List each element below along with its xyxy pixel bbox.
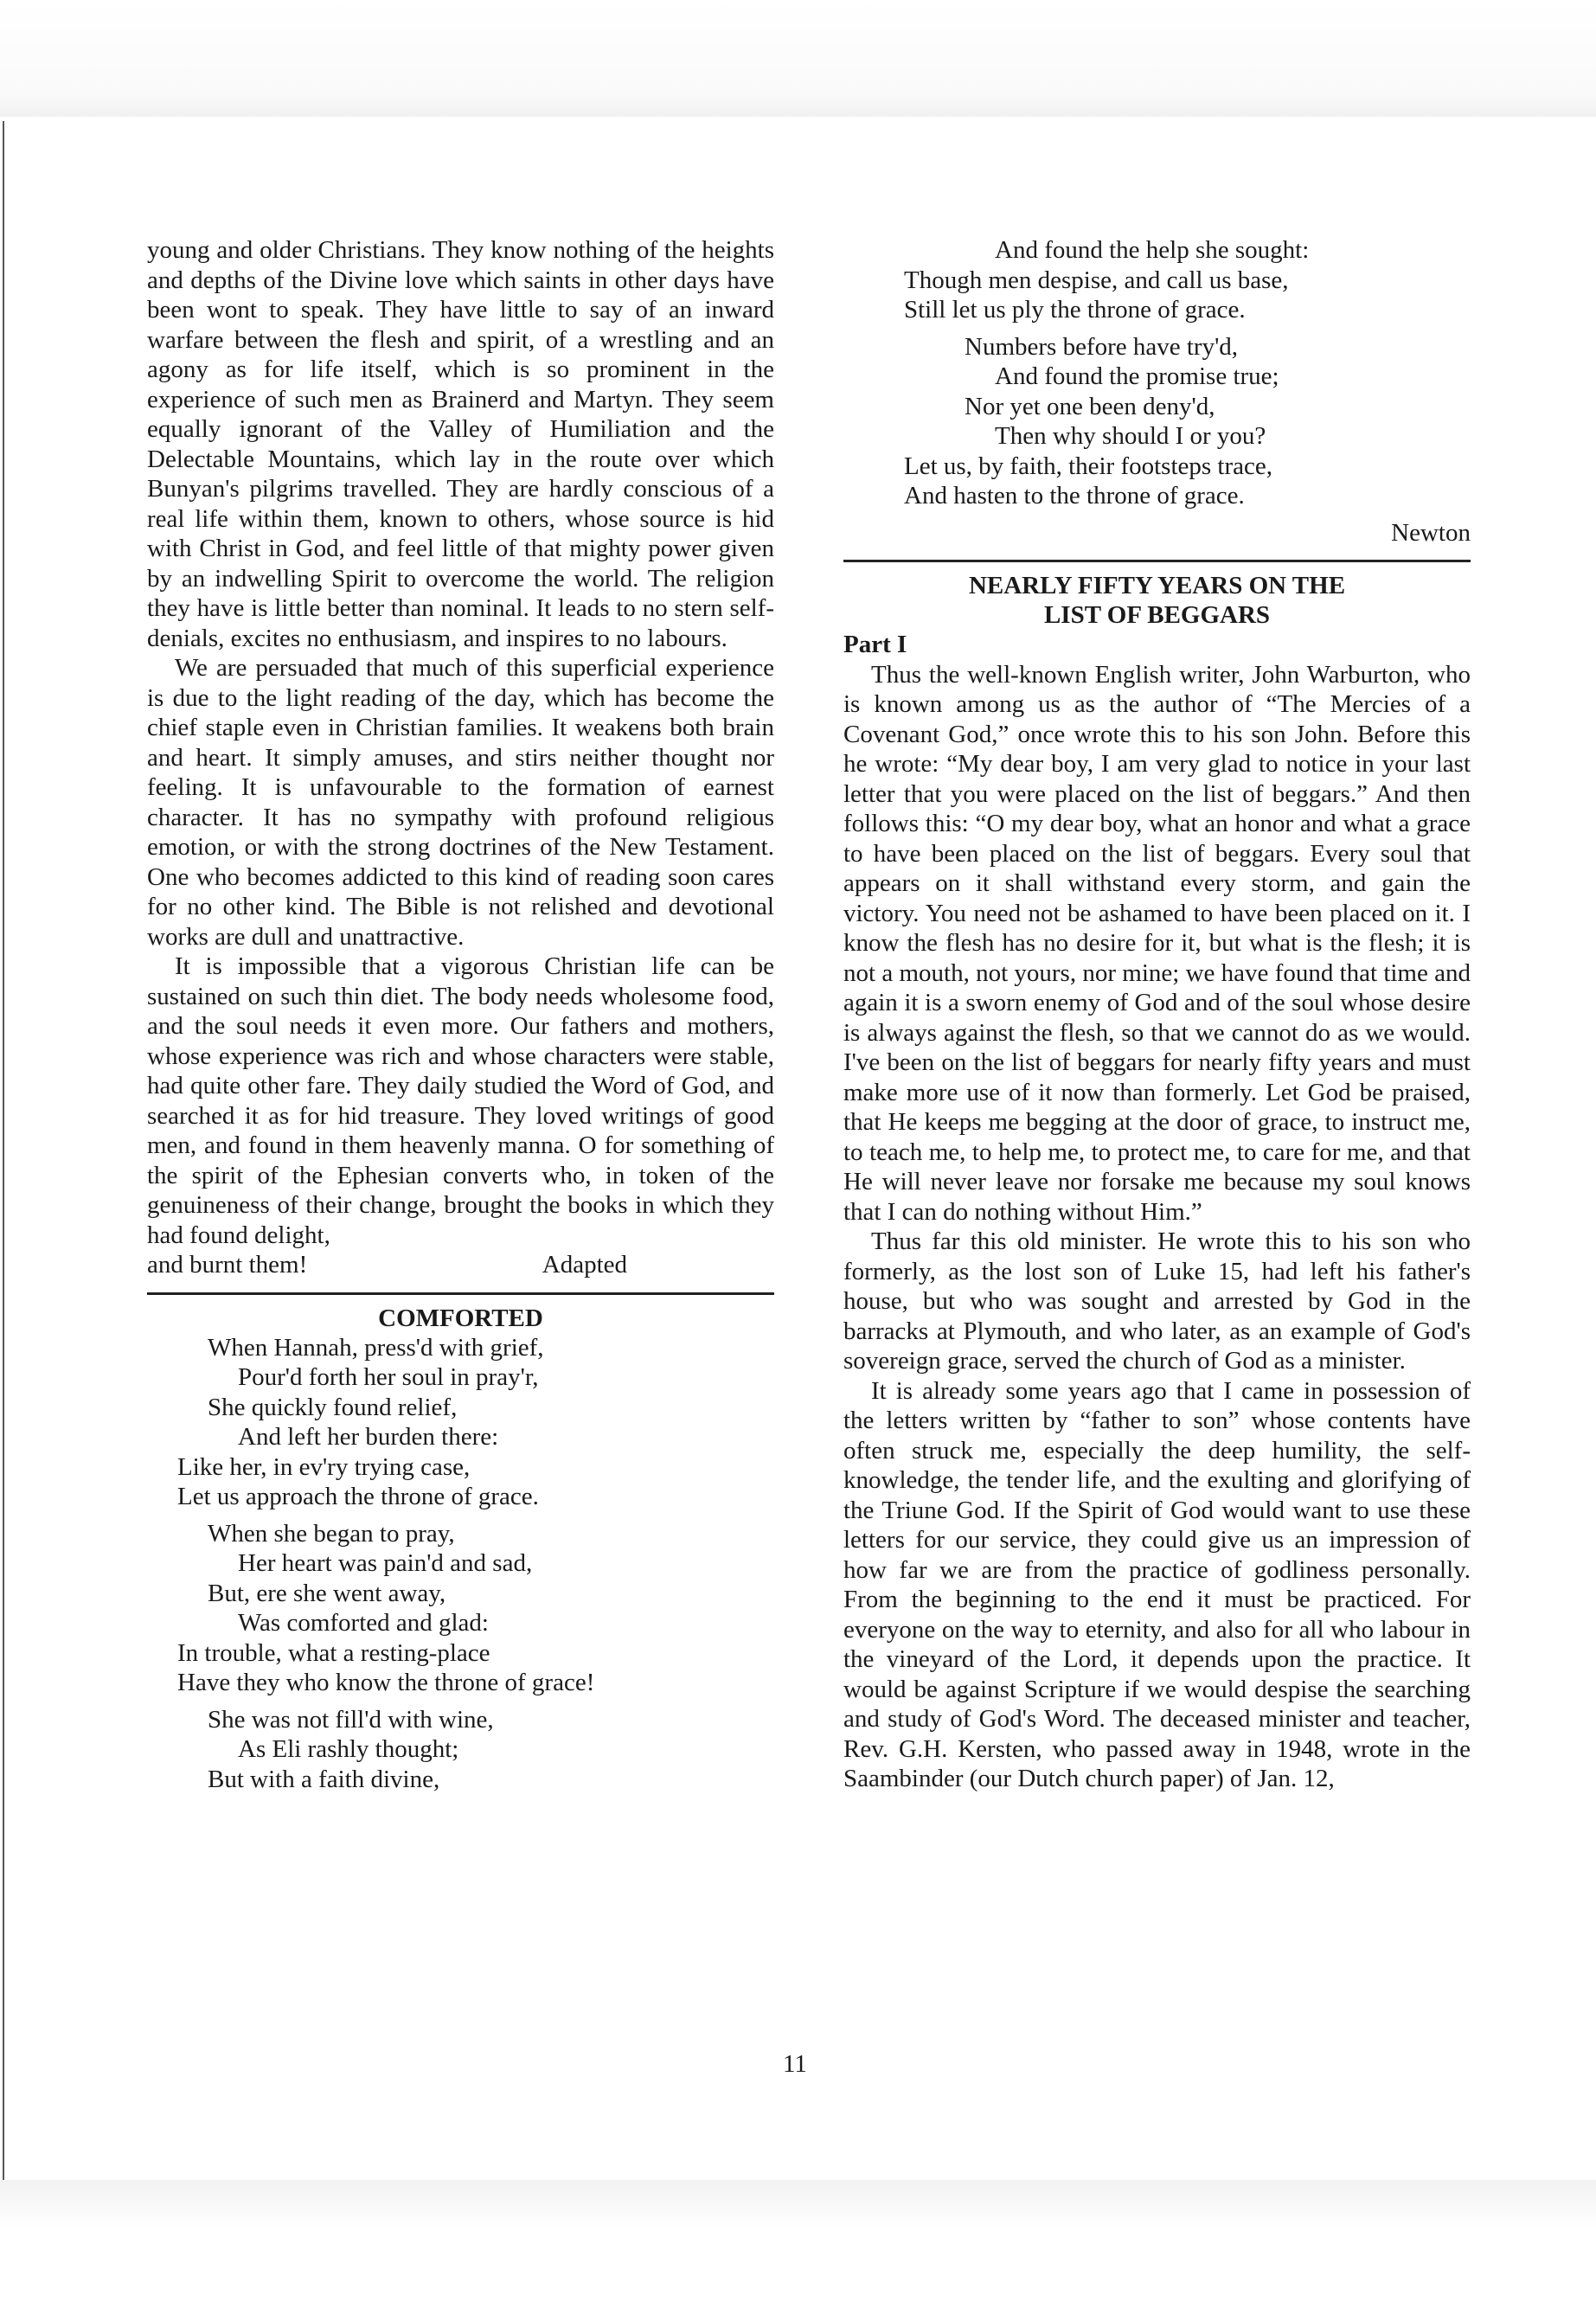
part-label: Part I [843, 631, 907, 658]
poem-line: Still let us ply the throne of grace. [904, 296, 1246, 324]
poem-line: Like her, in ev'ry trying case, [177, 1452, 471, 1481]
scan-edge-line [3, 121, 4, 2180]
poem-line: And found the help she sought: [995, 236, 1310, 264]
poem-line: And left her burden there: [238, 1423, 499, 1451]
body-paragraph: young and older Christians. They know nothing of the heights and depths of the Divine love which saints in other days have been wont to speak. They have little to say of an inward warfare between the flesh and spirit, of a wrestling and an agony as for life itself, which is so prominent in the experience of such men as Brainerd and Martyn. They seem equally ignorant of the Valley of Humiliation and the Delectable Mountains, which lay in the route over which Bunyan's pilgrims travelled. They are hardly conscious of a real life within them, known to others, whose source is hid with Christ in God, and feel little of that mighty power given by an indwelling Spirit to overcome the world. The religion they have is little better than nominal. It leads to no stern self-denials, excites no enthusiasm, and inspires to no labours. [147, 236, 774, 652]
poem-line: Nor yet one been deny'd, [965, 392, 1215, 420]
poem-line: And found the promise true; [995, 362, 1279, 390]
poem-line: When she began to pray, [208, 1519, 455, 1548]
closing-line [147, 1250, 774, 1280]
body-paragraph: Thus far this old minister. He wrote this to his son who formerly, as the lost son of Luke 15, had left his father's house, but who was sought and arrested by God in the barracks at Plymouth, and who later, as an example of God's sovereign grace, served the church of God as a minister. [843, 1227, 1471, 1375]
poem-stanza [147, 1333, 774, 1512]
poem-line: Though men despise, and call us base, [904, 266, 1289, 294]
poem-line: Her heart was pain'd and sad, [238, 1549, 533, 1577]
poem-line: She was not fill'd with wine, [208, 1705, 494, 1734]
poem-line: Was comforted and glad: [238, 1609, 489, 1637]
body-paragraph: It is already some years ago that I came in possession of the letters written by “father to son” whose contents have often struck me, especially the deep humility, the self-knowledge, the tender life, and the exulting and glorifying of the Triune God. If the Spirit of God would want to use these letters for our service, they could give us an impression of how far we are from the practice of godliness personally. From the beginning to the end it must be practiced. For everyone on the way to eternity, and also for all who labour in the vineyard of the Lord, it depends upon the practice. It would be against Scripture if we would despise the searching and study of God's Word. The deceased minister and teacher, Rev. G.H. Kersten, who passed away in 1948, wrote in the Saambinder (our Dutch church paper) of Jan. 12, [843, 1376, 1471, 1792]
scan-top-margin [0, 0, 1596, 117]
body-paragraph: We are persuaded that much of this superficial experience is due to the light reading of the day, which has become the chief staple even in Christian families. It weakens both brain and heart. It simply amuses, and stirs neither thought nor feeling. It is unfavourable to the formation of earnest character. It has no sympathy with profound religious emotion, or with the strong doctrines of the New Testament. One who becomes addicted to this kind of reading soon cares for no other kind. The Bible is not relished and devotional works are dull and unattractive. [147, 654, 774, 951]
poem-line: But, ere she went away, [208, 1579, 446, 1607]
poem-title: COMFORTED [378, 1304, 543, 1332]
poem-line: But with a faith divine, [208, 1765, 440, 1793]
poem-line: As Eli rashly thought; [238, 1735, 459, 1763]
page-number: 11 [783, 2050, 807, 2078]
poem-line: And hasten to the throne of grace. [904, 482, 1245, 510]
right-column [843, 235, 1471, 1794]
poem-line: When Hannah, press'd with grief, [208, 1333, 544, 1362]
poem-line: Have they who know the throne of grace! [177, 1669, 595, 1696]
article-title-line2: LIST OF BEGGARS [1043, 601, 1271, 629]
left-column [147, 235, 774, 1801]
scan-bottom-margin [0, 2180, 1596, 2301]
section-divider [843, 560, 1471, 562]
poem-line: She quickly found relief, [208, 1393, 458, 1421]
body-paragraph: It is impossible that a vigorous Christian life can be sustained on such thin diet. The body needs wholesome food, and the soul needs it even more. Our fathers and mothers, whose experience was rich and whose characters were stable, had quite other fare. They daily studied the Word of God, and searched it as for hid treasure. They loved writings of good men, and found in them heavenly manna. O for something of the spirit of the Ephesian converts who, in token of the genuineness of their change, brought the books in which they had found delight, [147, 952, 774, 1249]
poem-stanza [147, 1519, 774, 1698]
poem-stanza [147, 1705, 774, 1795]
poem-line: Let us approach the throne of grace. [177, 1483, 539, 1510]
poem-line: In trouble, what a resting-place [177, 1638, 490, 1667]
article-title-line1: NEARLY FIFTY YEARS ON THE [968, 572, 1346, 599]
attribution: Adapted [542, 1251, 627, 1279]
poem-line: Numbers before have try'd, [965, 332, 1239, 361]
poem-line: Let us, by faith, their footsteps trace, [904, 452, 1273, 480]
poem [147, 1333, 774, 1795]
poem-stanza [843, 235, 1471, 325]
closing-text: and burnt them! [147, 1251, 308, 1279]
poem-continuation [843, 235, 1471, 511]
poem-author: Newton [1391, 518, 1471, 547]
poem-line: Pour'd forth her soul in pray'r, [238, 1363, 539, 1391]
section-divider [147, 1292, 774, 1295]
poem-stanza [843, 332, 1471, 511]
poem-line: Then why should I or you? [995, 422, 1266, 450]
body-paragraph: Thus the well-known English writer, John Warburton, who is known among us as the author of “The Mercies of a Covenant God,” once wrote this to his son John. Before this he wrote: “My dear boy, I am very glad to notice in your last letter that you were placed on the list of beggars.” And then follows this: “O my dear boy, what an honor and what a grace to have been placed on the list of beggars. Every soul that appears on it shall withstand every storm, and gain the victory. You need not be ashamed to have been placed on it. I know the flesh has no desire for it, but what is the flesh; it is not a mouth, not yours, nor mine; we have found that time and again it is a sworn enemy of God and of the soul whose desire is always against the flesh, so that we cannot do as we would. I've been on the list of beggars for nearly fifty years and must make more use of it now than formerly. Let God be praised, that He keeps me begging at the door of grace, to instruct me, to teach me, to help me, to protect me, to care for me, and that He will never leave nor forsake me because my soul knows that I can do nothing without Him.” [843, 660, 1471, 1226]
